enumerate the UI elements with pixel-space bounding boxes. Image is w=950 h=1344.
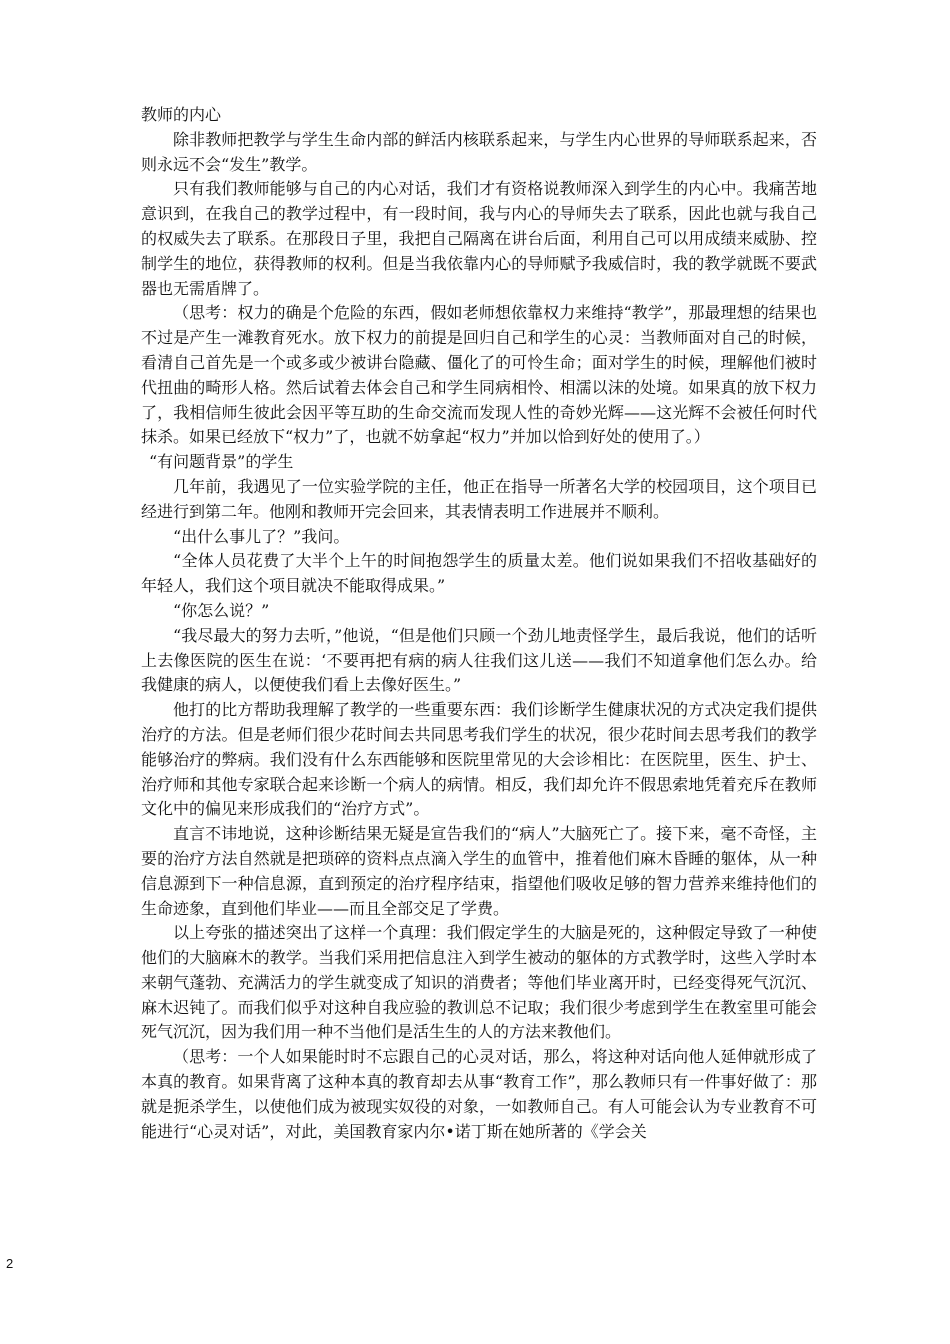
dialogue-line: “你怎么说？”: [173, 600, 270, 620]
dialogue-line: “出什么事儿了？”我问。: [173, 526, 350, 546]
paragraph: 直言不讳地说，这种诊断结果无疑是宣告我们的“病人”大脑死亡了。接下来，毫不奇怪，主要的治疗方法自然就是把琐碎的资料点点滴入学生的血管中，推着他们麻木昏睡的躯体，从一种信息源到下一种信息源，直到预定的治疗程序结束，指望他们吸收足够的智力营养来维持他们的生命迹象，直到他们毕业——而且全部交足了学费。: [141, 824, 817, 918]
reflection-paragraph: （思考：权力的确是个危险的东西，假如老师想依靠权力来维持“教学”，那最理想的结果也不过是产生一滩教育死水。放下权力的前提是回归自己和学生的心灵：当教师面对自己的时候，看清自己首先是一个或多或少被讲台隐藏、僵化了的可怜生命；面对学生的时候，理解他们被时代扭曲的畸形人格。然后试着去体会自己和学生同病相怜、相濡以沫的处境。如果真的放下权力了，我相信师生彼此会因平等互助的生命交流而发现人性的奇妙光辉——这光辉不会被任何时代抹杀。如果已经放下“权力”了，也就不妨拿起“权力”并加以恰到好处的使用了。）: [141, 303, 817, 447]
dialogue-line: “全体人员花费了大半个上午的时间抱怨学生的质量太差。他们说如果我们不招收基础好的年轻人，我们这个项目就决不能取得成果。”: [141, 551, 817, 596]
section-subheading: “有问题背景”的学生: [149, 452, 294, 472]
paragraph: 他打的比方帮助我理解了教学的一些重要东西：我们诊断学生健康状况的方式决定我们提供治疗的方法。但是老师们很少花时间去共同思考我们学生的状况，很少花时间去思考我们的教学能够治疗的弊病。我们没有什么东西能够和医院里常见的大会诊相比：在医院里，医生、护士、治疗师和其他专家联合起来诊断一个病人的病情。相反，我们却允许不假思索地凭着充斥在教师文化中的偏见来形成我们的“治疗方式”。: [141, 700, 817, 819]
paragraph: 只有我们教师能够与自己的内心对话，我们才有资格说教师深入到学生的内心中。我痛苦地意识到，在我自己的教学过程中，有一段时间，我与内心的导师失去了联系，因此也就与我自己的权威失去了联系。在那段日子里，我把自己隔离在讲台后面，利用自己可以用成绩来威胁、控制学生的地位，获得教师的权利。但是当我依靠内心的导师赋予我威信时，我的教学就既不要武器也无需盾牌了。: [141, 179, 817, 298]
reflection-paragraph: （思考：一个人如果能时时不忘跟自己的心灵对话，那么，将这种对话向他人延伸就形成了本真的教育。如果背离了这种本真的教育却去从事“教育工作”，那么教师只有一件事好做了：那就是扼杀学生，以使他们成为被现实奴役的对象，一如教师自己。有人可能会认为专业教育不可能进行“心灵对话”，对此，美国教育家内尔•诺丁斯在她所著的《学会关: [141, 1047, 817, 1141]
paragraph: 以上夸张的描述突出了这样一个真理：我们假定学生的大脑是死的，这种假定导致了一种使他们的大脑麻木的教学。当我们采用把信息注入到学生被动的躯体的方式教学时，这些入学时本来朝气蓬勃、充满活力的学生就变成了知识的消费者；等他们毕业离开时，已经变得死气沉沉、麻木迟钝了。而我们似乎对这种自我应验的教训总不记取；我们很少考虑到学生在教室里可能会死气沉沉，因为我们用一种不当他们是活生生的人的方法来教他们。: [141, 923, 817, 1042]
document-body: [141, 103, 817, 1144]
section-title: 教师的内心: [141, 105, 222, 124]
page-number: 2: [6, 1256, 14, 1271]
paragraph: 几年前，我遇见了一位实验学院的主任，他正在指导一所著名大学的校园项目，这个项目已经进行到第二年。他刚和教师开完会回来，其表情表明工作进展并不顺利。: [141, 476, 817, 521]
paragraph: 除非教师把教学与学生生命内部的鲜活内核联系起来，与学生内心世界的导师联系起来，否则永远不会“发生”教学。: [141, 129, 817, 174]
dialogue-line: “我尽最大的努力去听，”他说，“但是他们只顾一个劲儿地责怪学生，最后我说，他们的话听上去像医院的医生在说：‘不要再把有病的病人往我们这儿送——我们不知道拿他们怎么办。给我健康的病人，以便使我们看上去像好医生。”: [141, 625, 817, 695]
